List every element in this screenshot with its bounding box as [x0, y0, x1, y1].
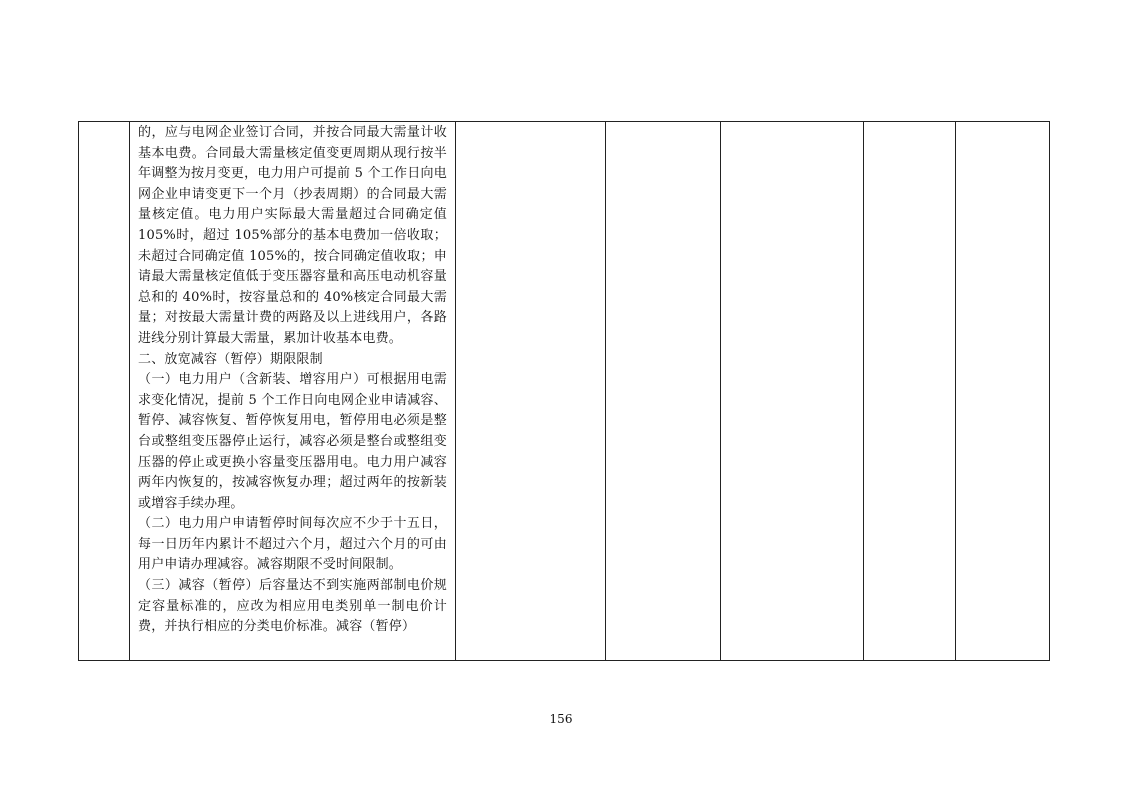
table-cell-empty	[456, 122, 606, 661]
table-row	[79, 122, 1050, 661]
table-cell-empty	[864, 122, 956, 661]
policy-table	[78, 121, 1050, 661]
table-cell-empty	[956, 122, 1050, 661]
table-cell-empty	[606, 122, 721, 661]
table-cell-empty	[721, 122, 864, 661]
paragraph-item-3: （三）减容（暂停）后容量达不到实施两部制电价规定容量标准的，应改为相应用电类别单一制电价计费，并执行相应的分类电价标准。减容（暂停）	[138, 578, 447, 635]
paragraph-item-1: （一）电力用户（含新装、增容用户）可根据用电需求变化情况，提前 5 个工作日向电网企业申请减容、暂停、减容恢复、暂停恢复用电，暂停用电必须是整台或整组变压器停止运行，减容必须是整台或整组变压器的停止或更换小容量变压器用电。电力用户减容两年内恢复的，按减容恢复办理；超过两年的按新装或增容手续办理。	[138, 372, 447, 511]
page-number: 156	[549, 712, 573, 726]
policy-text	[130, 122, 455, 638]
section-heading: 二、放宽减容（暂停）期限限制	[138, 351, 323, 367]
table-cell-index	[79, 122, 130, 661]
paragraph-item-2: （二）电力用户申请暂停时间每次应不少于十五日，每一日历年内累计不超过六个月，超过六个月的可由用户申请办理减容。减容期限不受时间限制。	[138, 516, 447, 573]
table-cell-content	[130, 122, 456, 661]
paragraph-demand-charge: 的，应与电网企业签订合同，并按合同最大需量计收基本电费。合同最大需量核定值变更周期从现行按半年调整为按月变更，电力用户可提前 5 个工作日向电网企业申请变更下一个月（抄表周期）的合同最大需量核定值。电力用户实际最大需量超过合同确定值 105%时，超过 105%部分的基本电费加一倍收取；未超过合同确定值 105%的，按合同确定值收取；申请最大需量核定值低于变压器容量和高压电动机容量总和的 40%时，按容量总和的 40%核定合同最大需量；对按最大需量计费的两路及以上进线用户，各路进线分别计算最大需量，累加计收基本电费。	[138, 125, 447, 346]
